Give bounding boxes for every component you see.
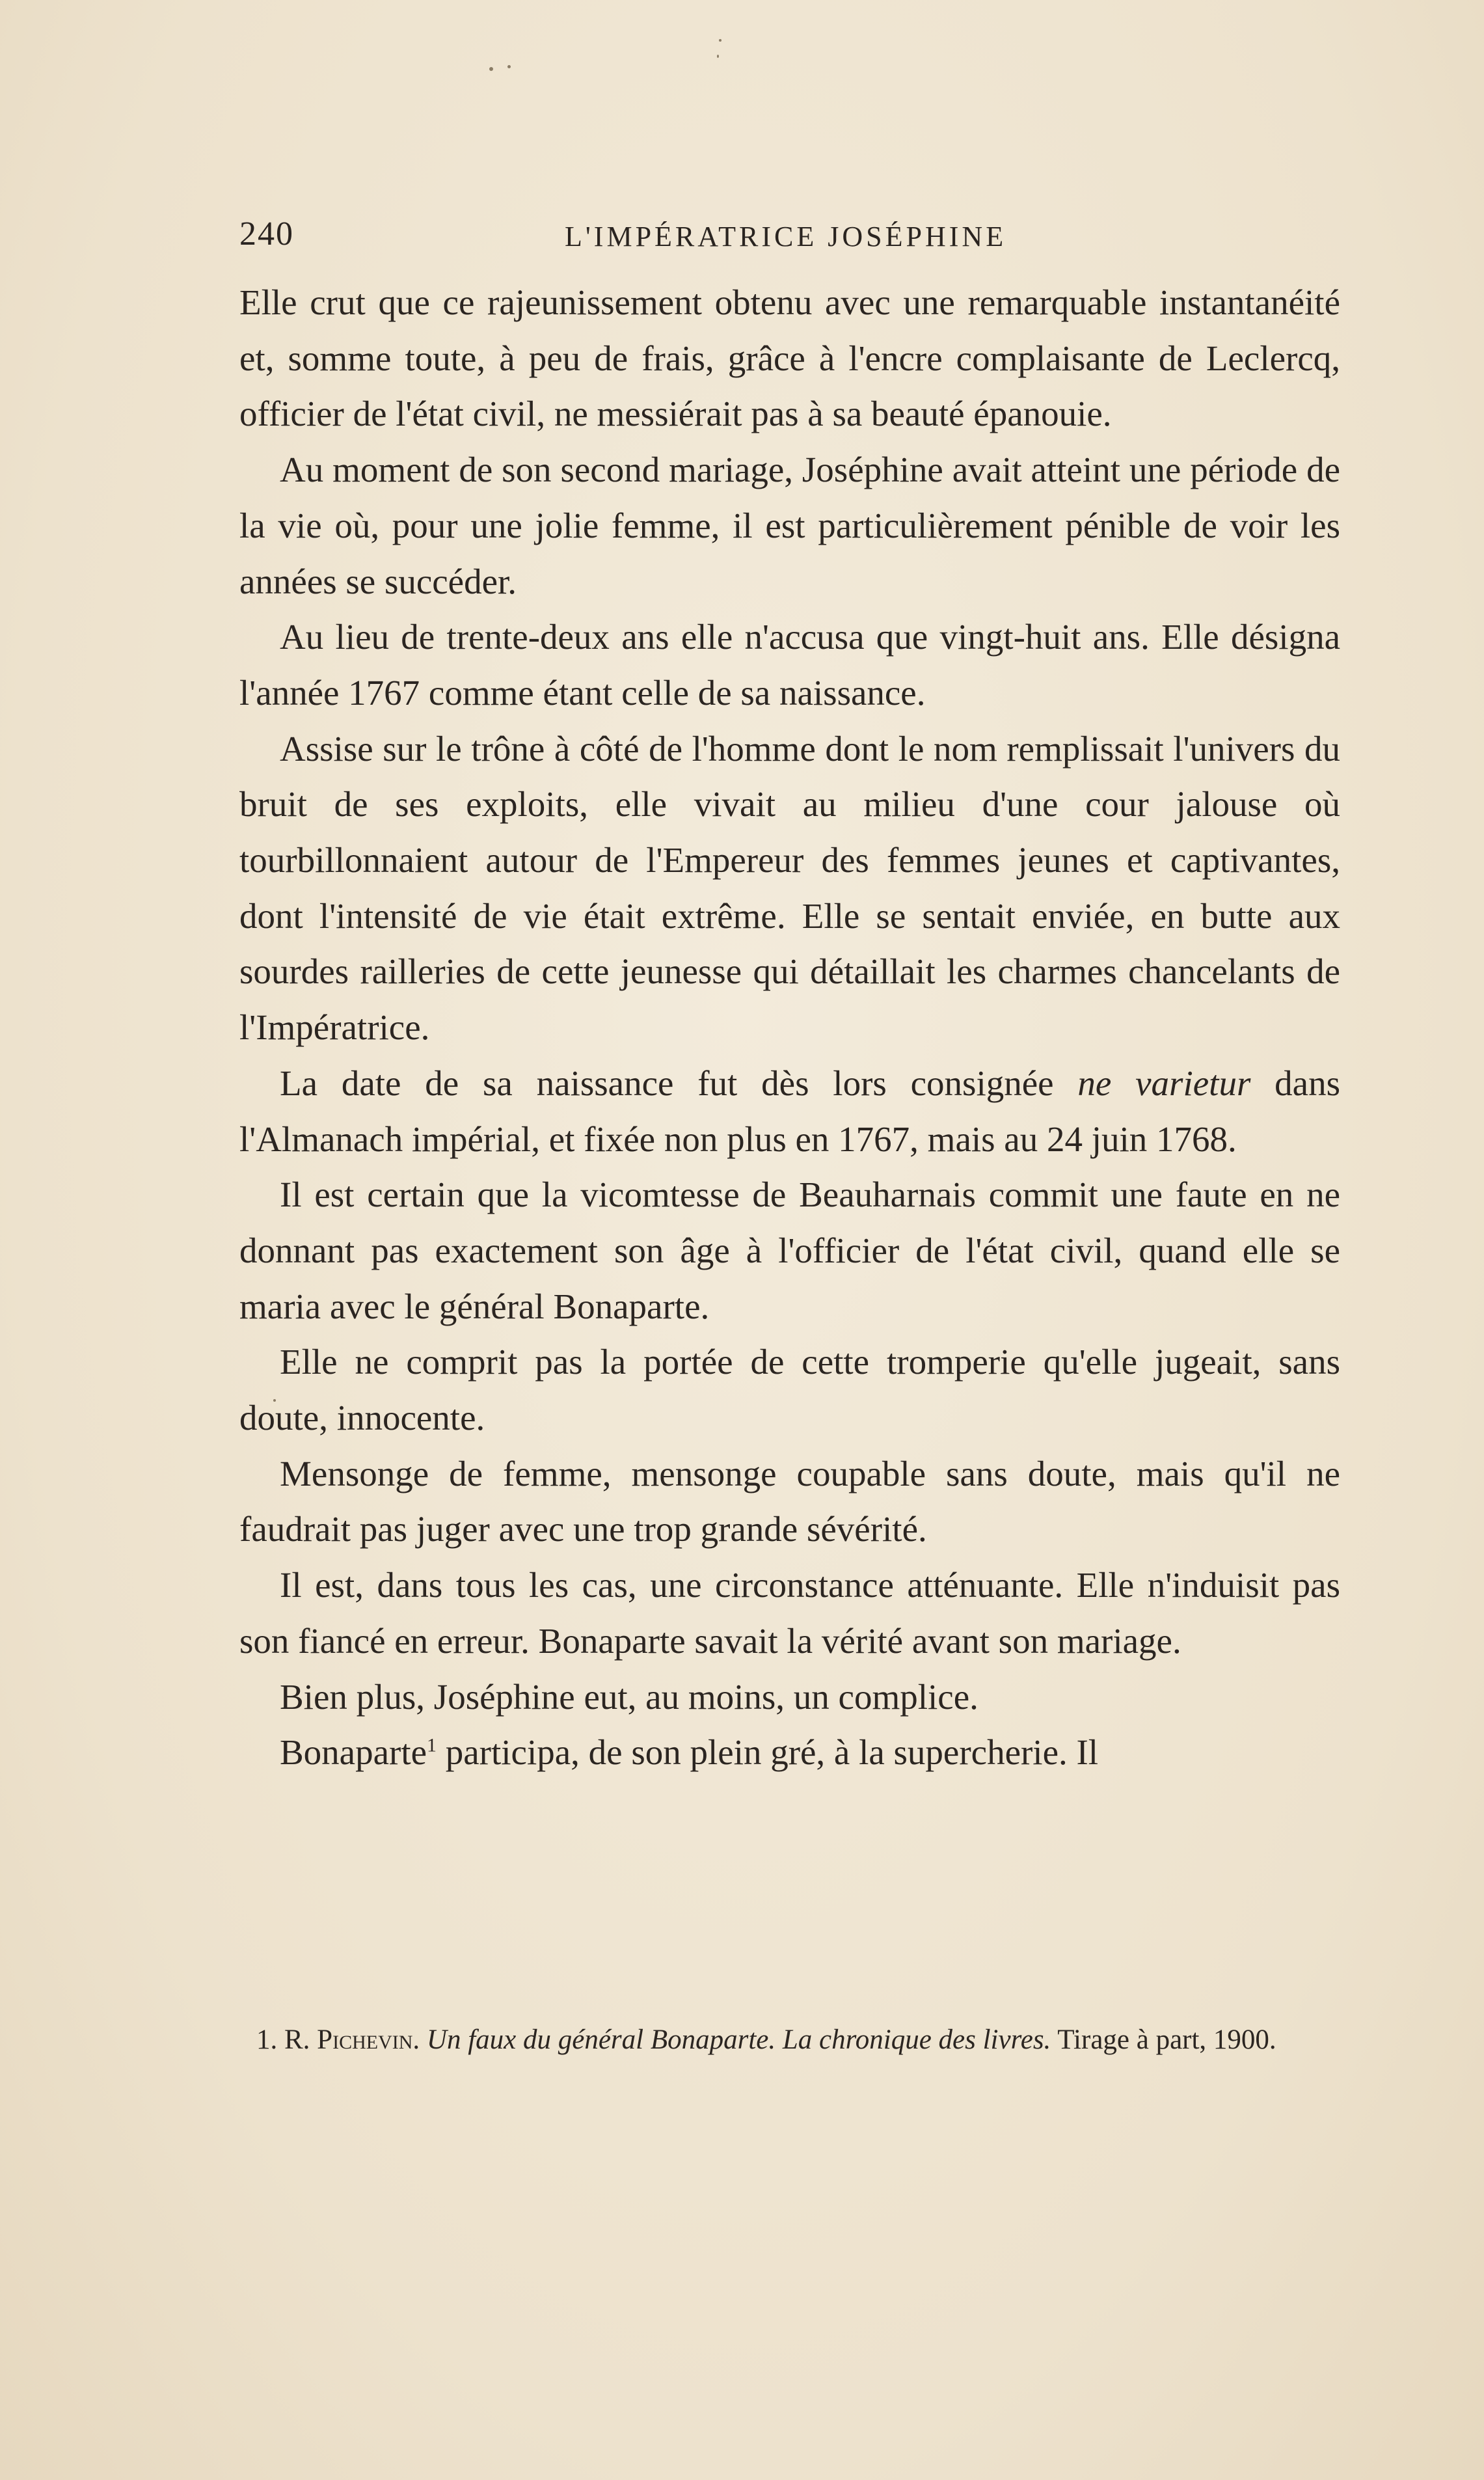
paragraph-text: dans l'Almanach impérial, et fixée non plus en 1767, mais au 24 juin 1768. [239,1063,1340,1159]
paragraph-text: La date de sa naissance fut dès lors consignée [280,1063,1078,1103]
paragraph-text: participa, de son plein gré, à la supercherie. Il [437,1732,1099,1773]
paragraph-text: Bonaparte [280,1732,427,1773]
footnote-number: 1. [256,2024,278,2055]
paragraph [239,1056,1340,1167]
paragraph: Il est, dans tous les cas, une circonstance atténuante. Elle n'induisit pas son fiancé en erreur. Bonaparte savait la vérité avant son mariage. [239,1565,1340,1661]
paragraph: Assise sur le trône à côté de l'homme dont le nom remplissait l'univers du bruit de ses exploits, elle vivait au milieu d'une cour jalouse où tourbillonnaient autour de l'Empereur des femmes jeunes et captivantes, dont l'intensité de vie était extrême. Elle se sentait enviée, en butte aux sourdes railleries de cette jeunesse qui détaillait les charmes chancelants de l'Impératrice. [239,728,1340,1048]
paragraph: Mensonge de femme, mensonge coupable sans doute, mais qu'il ne faudrait pas juger avec une trop grande sévérité. [239,1453,1340,1549]
footnote-author: R. Pichevin. [284,2024,420,2055]
paragraph: Bien plus, Joséphine eut, au moins, un complice. [280,1676,978,1717]
paragraph: Elle crut que ce rajeunissement obtenu avec une remarquable instantanéité et, somme toute, à peu de frais, grâce à l'encre complaisante de Leclercq, officier de l'état civil, ne messiérait pas à sa beauté épanouie. [239,282,1340,434]
paragraph [239,1724,1340,1780]
footnote-title: Un faux du général Bonaparte. La chronique des livres. [426,2024,1051,2055]
footnote [239,2021,1340,2060]
footnote-reference[interactable]: 1 [427,1734,437,1756]
footnotes [239,2021,1340,2060]
paragraph: Au lieu de trente-deux ans elle n'accusa que vingt-huit ans. Elle désigna l'année 1767 comme étant celle de sa naissance. [239,617,1340,713]
running-title: L'IMPÉRATRICE JOSÉPHINE [565,221,1007,252]
footnote-rest: Tirage à part, 1900. [1057,2024,1276,2055]
paragraph: Il est certain que la vicomtesse de Beauharnais commit une faute en ne donnant pas exactement son âge à l'officier de l'état civil, quand elle se maria avec le général Bonaparte. [239,1175,1340,1326]
paragraph: Au moment de son second mariage, Joséphine avait atteint une période de la vie où, pour une jolie femme, il est particulièrement pénible de voir les années se succéder. [239,450,1340,601]
italic-phrase: ne varietur [1077,1063,1251,1103]
page-header [239,215,1345,260]
page-number: 240 [239,215,294,252]
body-text [239,275,1340,1780]
paragraph: Elle ne comprit pas la portée de cette tromperie qu'elle jugeait, sans doute, innocente. [239,1342,1340,1438]
